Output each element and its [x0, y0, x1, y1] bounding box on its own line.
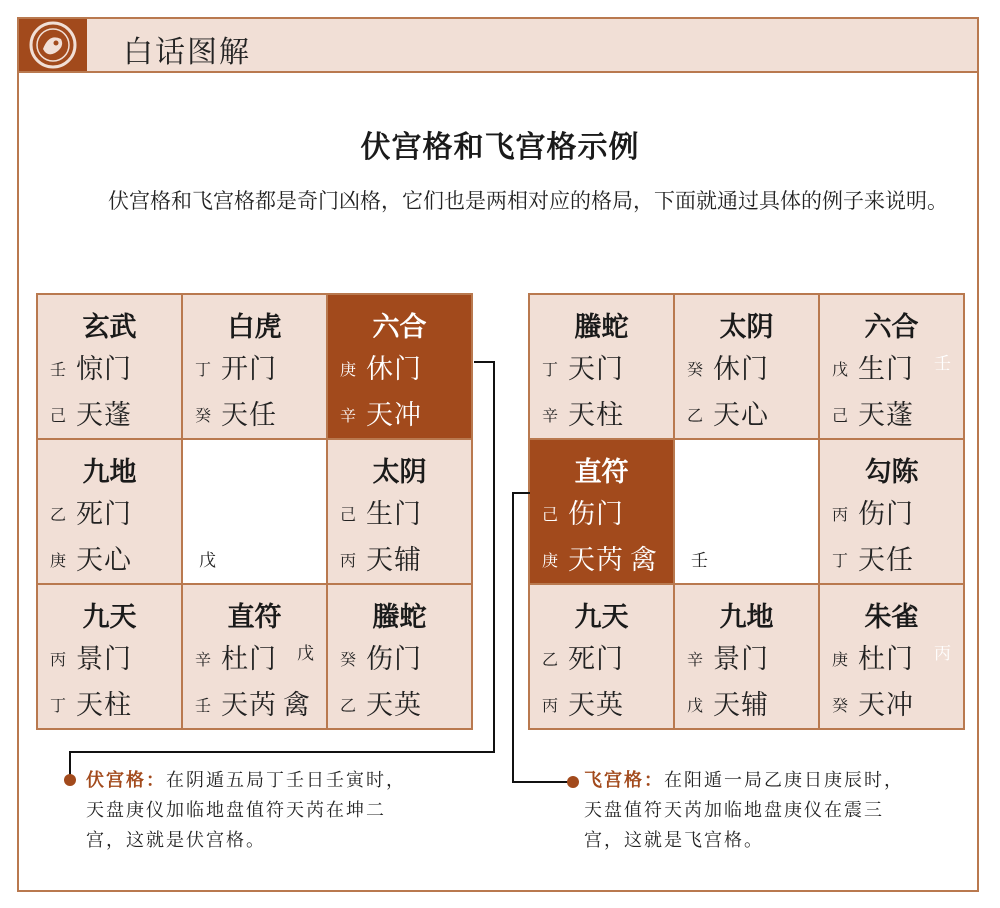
heaven-stem: 丙: [542, 696, 559, 715]
star-label: 天心: [76, 545, 132, 576]
heaven-stem: 丙: [340, 551, 357, 570]
right-caption-label: 飞宫格：: [584, 770, 664, 791]
earth-stem: 丙: [832, 505, 849, 524]
earth-stem: 丙: [50, 650, 67, 669]
right-caption-line1: 在阳遁一局乙庚日庚辰时，: [664, 770, 904, 791]
door-label: 伤门: [366, 644, 422, 675]
left-connector-top: [474, 361, 495, 363]
heaven-stem: 庚: [542, 551, 559, 570]
left-caption: [86, 766, 486, 856]
deity-label: 玄武: [82, 312, 137, 343]
right-caption-line3: 宫，这就是飞宫格。: [584, 830, 764, 851]
right-connector-vertical: [512, 492, 514, 783]
door-label: 死门: [76, 499, 132, 530]
star-row: [195, 393, 320, 432]
star-row: [340, 683, 465, 722]
earth-stem: 庚: [832, 650, 849, 669]
star-row: [195, 683, 320, 722]
earth-stem: 丁: [195, 360, 212, 379]
door-row: [542, 492, 667, 531]
palace-cell: [328, 440, 471, 583]
heaven-stem: 辛: [340, 406, 357, 425]
deity-label: 太阴: [372, 457, 427, 488]
earth-stem: 乙: [542, 650, 559, 669]
star-extra: 禽: [630, 545, 657, 576]
star-row: [340, 538, 465, 577]
deity-label: 九地: [719, 602, 774, 633]
deity-label: 勾陈: [864, 457, 919, 488]
door-row: [340, 637, 465, 676]
left-caption-bullet: [64, 774, 76, 786]
star-row: [687, 393, 812, 432]
door-label: 生门: [366, 499, 422, 530]
star-row: [340, 393, 465, 432]
deity-label: 直符: [574, 457, 629, 488]
intro-paragraph: 伏宫格和飞宫格都是奇门凶格，它们也是两相对应的格局，下面就通过具体的例子来说明。: [108, 189, 948, 213]
left-connector-vertical: [493, 361, 495, 753]
star-label: 天蓬: [76, 400, 132, 431]
heaven-stem: 庚: [50, 551, 67, 570]
door-row: [687, 347, 812, 386]
door-label: 生门: [858, 354, 914, 385]
heaven-stem: 乙: [687, 406, 704, 425]
left-caption-label: 伏宫格：: [86, 770, 166, 791]
heaven-stem: 戊: [687, 696, 704, 715]
door-row: [832, 492, 957, 531]
door-label: 景门: [713, 644, 769, 675]
heaven-stem: 己: [50, 406, 67, 425]
star-label: 天蓬: [858, 400, 914, 431]
door-label: 伤门: [568, 499, 624, 530]
earth-stem: 戊: [832, 360, 849, 379]
star-row: [832, 683, 957, 722]
deity-label: 六合: [372, 312, 427, 343]
center-palace: [675, 440, 818, 583]
star-label: 天辅: [366, 545, 422, 576]
star-label: 天冲: [366, 400, 422, 431]
earth-stem: 丁: [542, 360, 559, 379]
right-caption-bullet: [567, 776, 579, 788]
palace-cell: [38, 440, 181, 583]
door-label: 惊门: [76, 354, 132, 385]
star-row: [687, 683, 812, 722]
palace-cell: [38, 585, 181, 728]
star-label: 天柱: [76, 690, 132, 721]
star-row: [542, 683, 667, 722]
door-row: [50, 347, 175, 386]
star-row: [542, 393, 667, 432]
earth-stem: 辛: [195, 650, 212, 669]
earth-stem: 辛: [687, 650, 704, 669]
deity-label: 九天: [82, 602, 137, 633]
fei-gong-ge-chart: [528, 293, 965, 730]
left-connector-bottom: [69, 751, 495, 753]
side-stem: 壬: [934, 354, 951, 374]
palace-cell: [183, 585, 326, 728]
palace-cell: [675, 585, 818, 728]
earth-stem: 乙: [50, 505, 67, 524]
door-row: [50, 637, 175, 676]
left-caption-line2: 天盘庚仪加临地盘值符天芮在坤二: [86, 800, 386, 821]
star-label: 天辅: [713, 690, 769, 721]
earth-stem: 癸: [340, 650, 357, 669]
star-label: 天英: [568, 690, 624, 721]
star-label: 天芮: [568, 545, 624, 576]
left-caption-line3: 宫，这就是伏宫格。: [86, 830, 266, 851]
palace-cell: [820, 295, 963, 438]
door-label: 景门: [76, 644, 132, 675]
star-label: 天任: [221, 400, 277, 431]
logo: [19, 19, 87, 71]
deity-label: 太阴: [719, 312, 774, 343]
star-row: [50, 538, 175, 577]
star-row: [832, 393, 957, 432]
door-label: 休门: [713, 354, 769, 385]
deity-label: 六合: [864, 312, 919, 343]
earth-stem: 庚: [340, 360, 357, 379]
page-title: 伏宫格和飞宫格示例: [360, 130, 640, 165]
door-label: 天门: [568, 354, 624, 385]
star-row: [542, 538, 667, 577]
deity-label: 白虎: [227, 312, 282, 343]
deity-label: 螣蛇: [372, 602, 427, 633]
palace-cell: [328, 295, 471, 438]
star-label: 天柱: [568, 400, 624, 431]
door-row: [195, 347, 320, 386]
deity-label: 九天: [574, 602, 629, 633]
earth-stem: 壬: [50, 360, 67, 379]
star-row: [832, 538, 957, 577]
side-stem: 丙: [934, 644, 951, 664]
door-row: [832, 347, 957, 386]
earth-stem: 己: [542, 505, 559, 524]
palace-cell: [820, 440, 963, 583]
door-row: [50, 492, 175, 531]
center-stem: 壬: [691, 551, 708, 571]
center-stem: 戊: [199, 551, 216, 571]
right-caption-line2: 天盘值符天芮加临地盘庚仪在震三: [584, 800, 884, 821]
heaven-stem: 辛: [542, 406, 559, 425]
door-row: [195, 637, 320, 676]
heaven-stem: 丁: [832, 551, 849, 570]
heaven-stem: 己: [832, 406, 849, 425]
palace-cell: [820, 585, 963, 728]
side-stem: 戊: [297, 644, 314, 664]
right-caption: [584, 766, 984, 856]
star-label: 天任: [858, 545, 914, 576]
door-label: 伤门: [858, 499, 914, 530]
heaven-stem: 丁: [50, 696, 67, 715]
door-label: 开门: [221, 354, 277, 385]
palace-cell: [530, 295, 673, 438]
star-label: 天英: [366, 690, 422, 721]
star-label: 天心: [713, 400, 769, 431]
door-label: 杜门: [858, 644, 914, 675]
door-label: 休门: [366, 354, 422, 385]
star-label: 天冲: [858, 690, 914, 721]
right-connector-top: [512, 492, 530, 494]
heaven-stem: 癸: [195, 406, 212, 425]
center-palace: [183, 440, 326, 583]
deity-label: 直符: [227, 602, 282, 633]
earth-stem: 己: [340, 505, 357, 524]
palace-cell: [38, 295, 181, 438]
door-row: [542, 347, 667, 386]
heaven-stem: 乙: [340, 696, 357, 715]
header-title: 白话图解: [123, 35, 251, 70]
section-header: [17, 17, 979, 73]
star-label: 天芮: [221, 690, 277, 721]
door-row: [832, 637, 957, 676]
door-label: 杜门: [221, 644, 277, 675]
deity-label: 九地: [82, 457, 137, 488]
palace-cell: [183, 295, 326, 438]
deity-label: 朱雀: [864, 602, 919, 633]
fu-gong-ge-chart: [36, 293, 473, 730]
door-label: 死门: [568, 644, 624, 675]
door-row: [687, 637, 812, 676]
palace-cell: [675, 295, 818, 438]
star-row: [50, 393, 175, 432]
left-caption-line1: 在阴遁五局丁壬日壬寅时，: [166, 770, 406, 791]
palace-cell: [328, 585, 471, 728]
earth-stem: 癸: [687, 360, 704, 379]
deity-label: 螣蛇: [574, 312, 629, 343]
star-row: [50, 683, 175, 722]
bagua-seal-icon: [25, 19, 81, 71]
heaven-stem: 癸: [832, 696, 849, 715]
door-row: [340, 492, 465, 531]
heaven-stem: 壬: [195, 696, 212, 715]
door-row: [542, 637, 667, 676]
palace-cell: [530, 585, 673, 728]
palace-cell: [530, 440, 673, 583]
star-extra: 禽: [283, 690, 310, 721]
door-row: [340, 347, 465, 386]
right-connector-bottom: [512, 781, 571, 783]
